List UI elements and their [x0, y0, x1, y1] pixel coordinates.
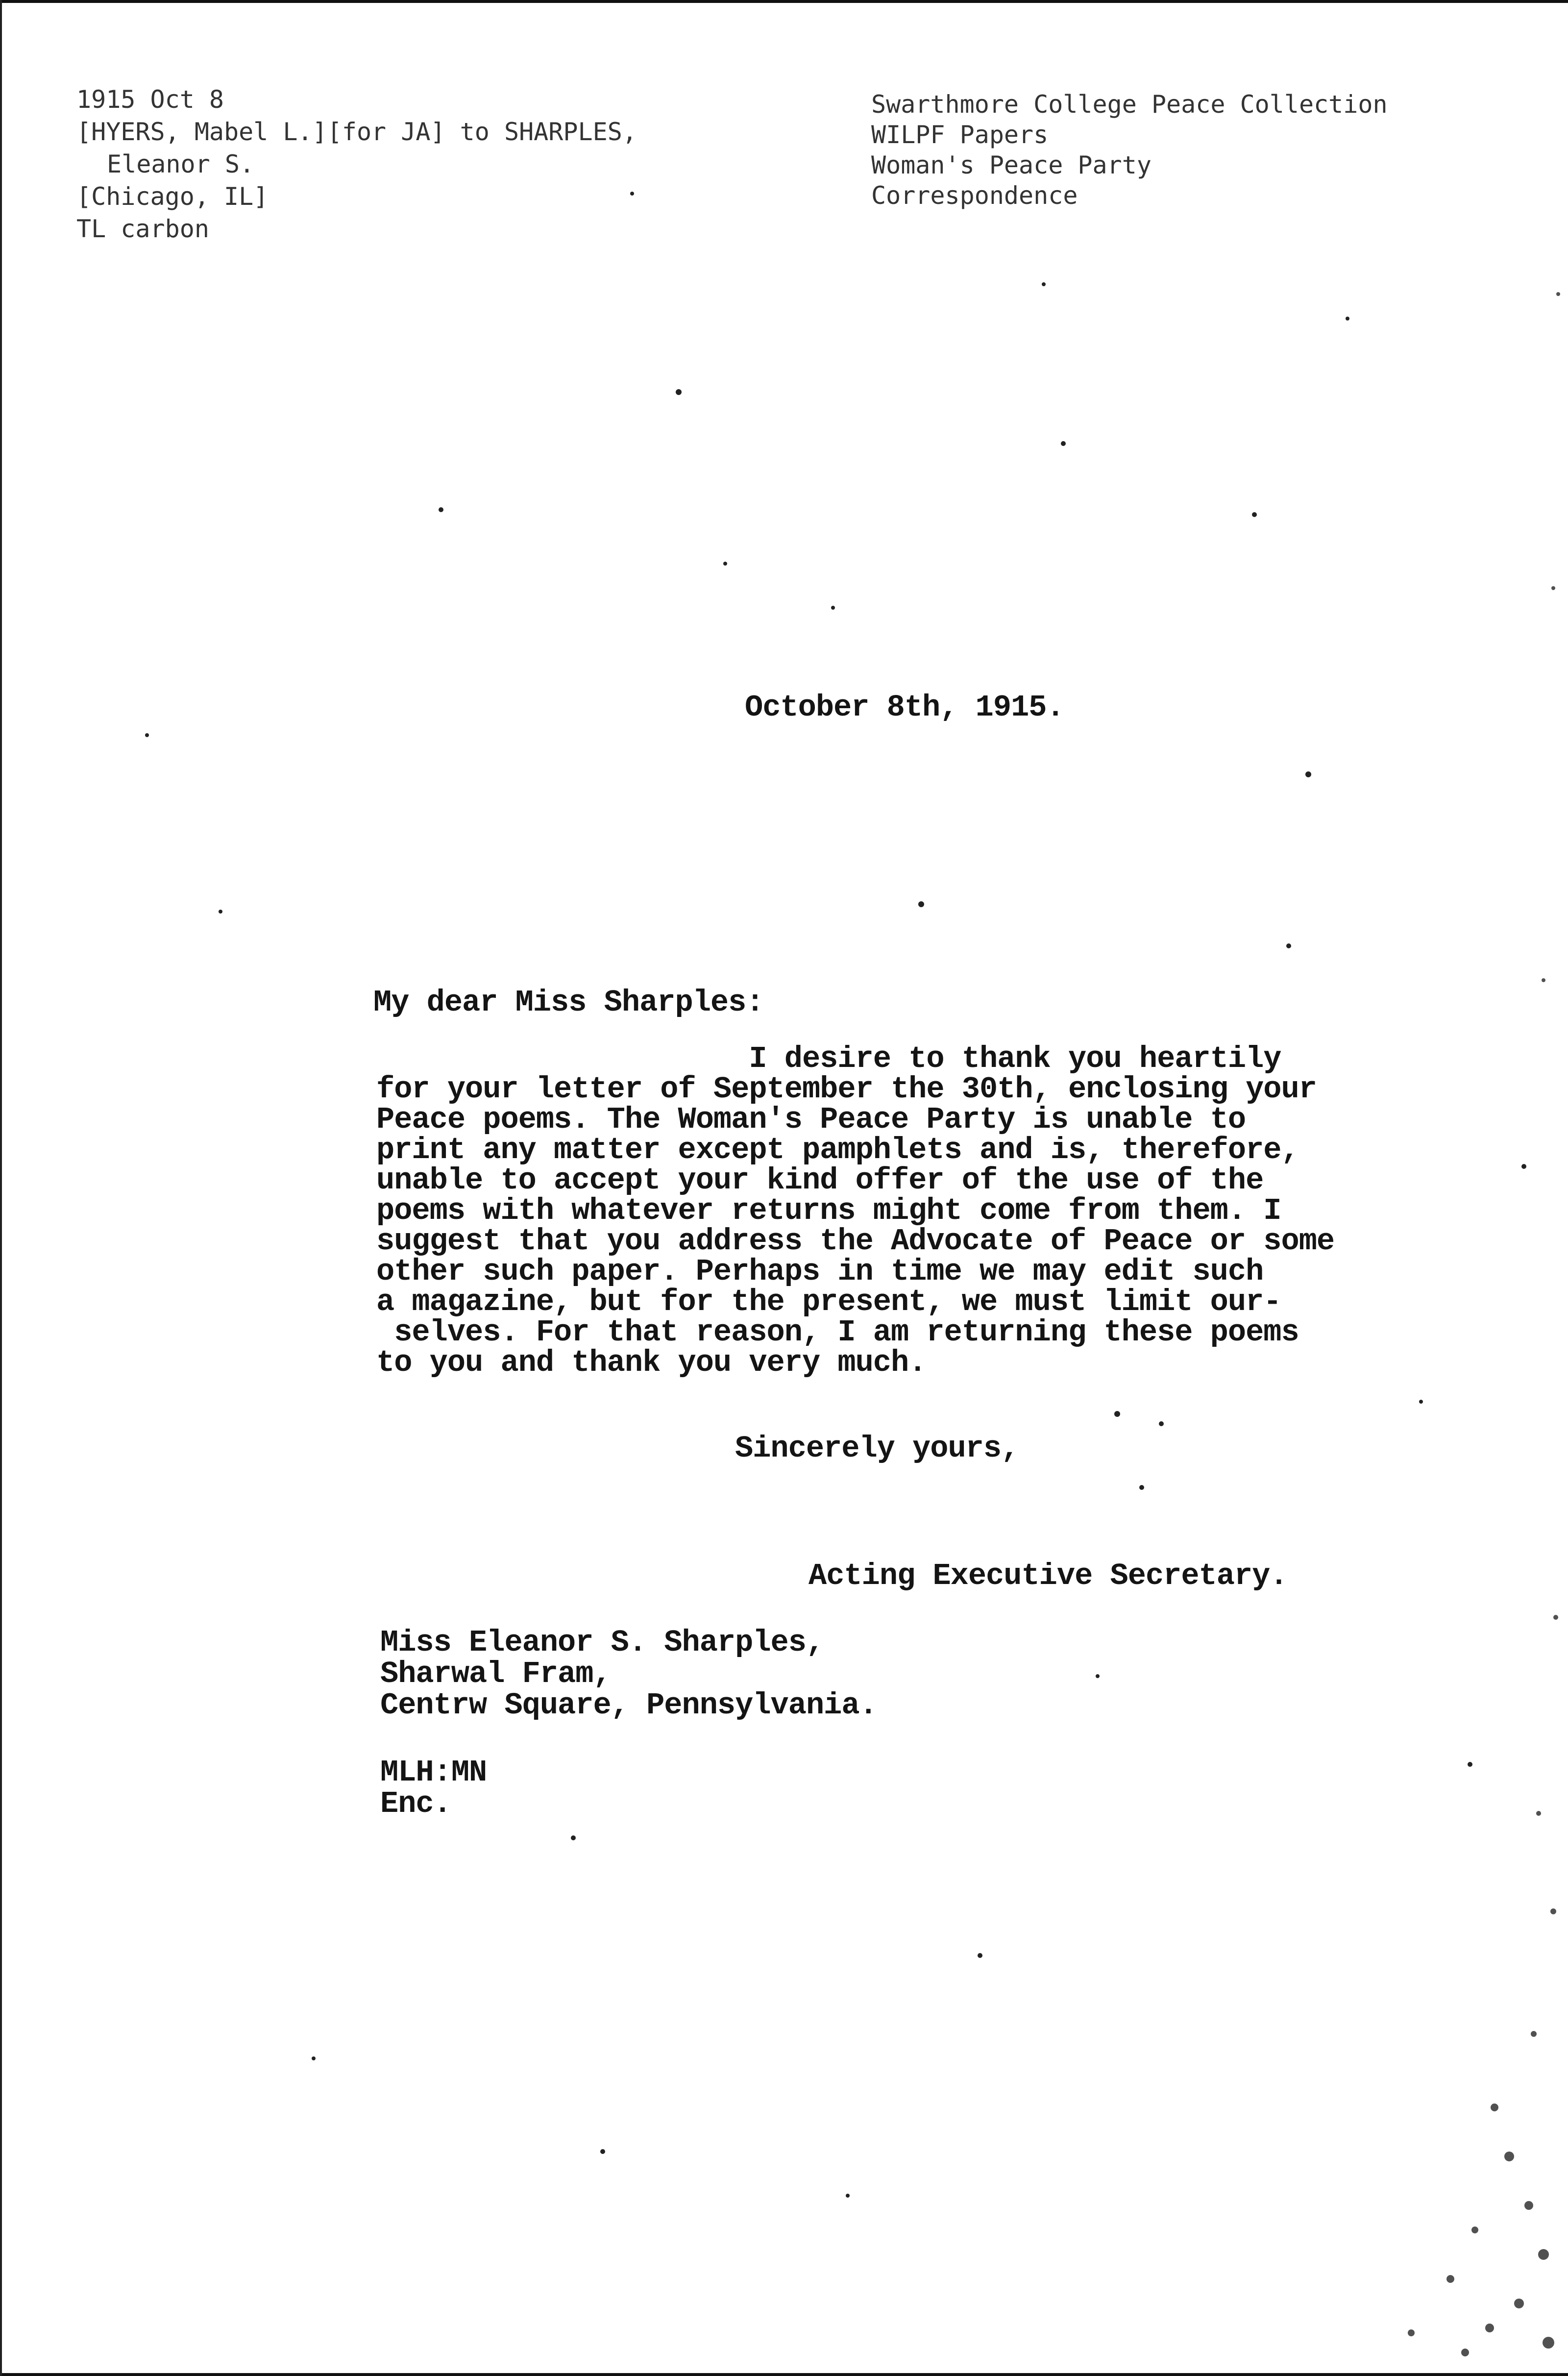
body-line: unable to accept your kind offer of the use of the [376, 1163, 1264, 1198]
archive-place: [Chicago, IL] [76, 182, 269, 211]
body-line: Peace poems. The Woman's Peace Party is unable to [376, 1102, 1246, 1137]
collection-name: Swarthmore College Peace Collection [871, 90, 1388, 119]
letter-date: October 8th, 1915. [745, 690, 1064, 725]
body-line: a magazine, but for the present, we must limit our- [376, 1285, 1281, 1319]
body-line: selves. For that reason, I am returning these poems [376, 1315, 1299, 1350]
archive-date: 1915 Oct 8 [76, 85, 224, 114]
body-line: suggest that you address the Advocate of Peace or some [376, 1224, 1335, 1259]
letter-salutation: My dear Miss Sharples: [373, 985, 764, 1020]
body-line: for your letter of September the 30th, enclosing your [376, 1072, 1317, 1107]
body-line: I desire to thank you heartily [376, 1041, 1281, 1076]
body-line: poems with whatever returns might come from them. I [376, 1193, 1281, 1228]
body-line: to you and thank you very much. [376, 1345, 927, 1380]
letter-closing: Sincerely yours, [735, 1431, 1019, 1466]
body-line: print any matter except pamphlets and is, therefore, [376, 1133, 1299, 1167]
archive-format: TL carbon [76, 215, 209, 243]
collection-subseries: Correspondence [871, 181, 1078, 210]
address-line: Centrw Square, Pennsylvania. [380, 1688, 877, 1723]
address-line: Sharwal Fram, [380, 1657, 611, 1691]
address-line: Miss Eleanor S. Sharples, [380, 1625, 824, 1660]
archive-correspondents: [HYERS, Mabel L.][for JA] to SHARPLES, [76, 118, 637, 146]
archive-recipient-name: Eleanor S. [107, 150, 255, 178]
signature-title: Acting Executive Secretary. [808, 1559, 1288, 1593]
collection-series: Woman's Peace Party [871, 151, 1152, 179]
enclosure-note: Enc. [380, 1786, 451, 1821]
body-line: other such paper. Perhaps in time we may edit such [376, 1254, 1264, 1289]
collection-papers: WILPF Papers [871, 121, 1049, 149]
typist-initials: MLH:MN [380, 1755, 487, 1790]
